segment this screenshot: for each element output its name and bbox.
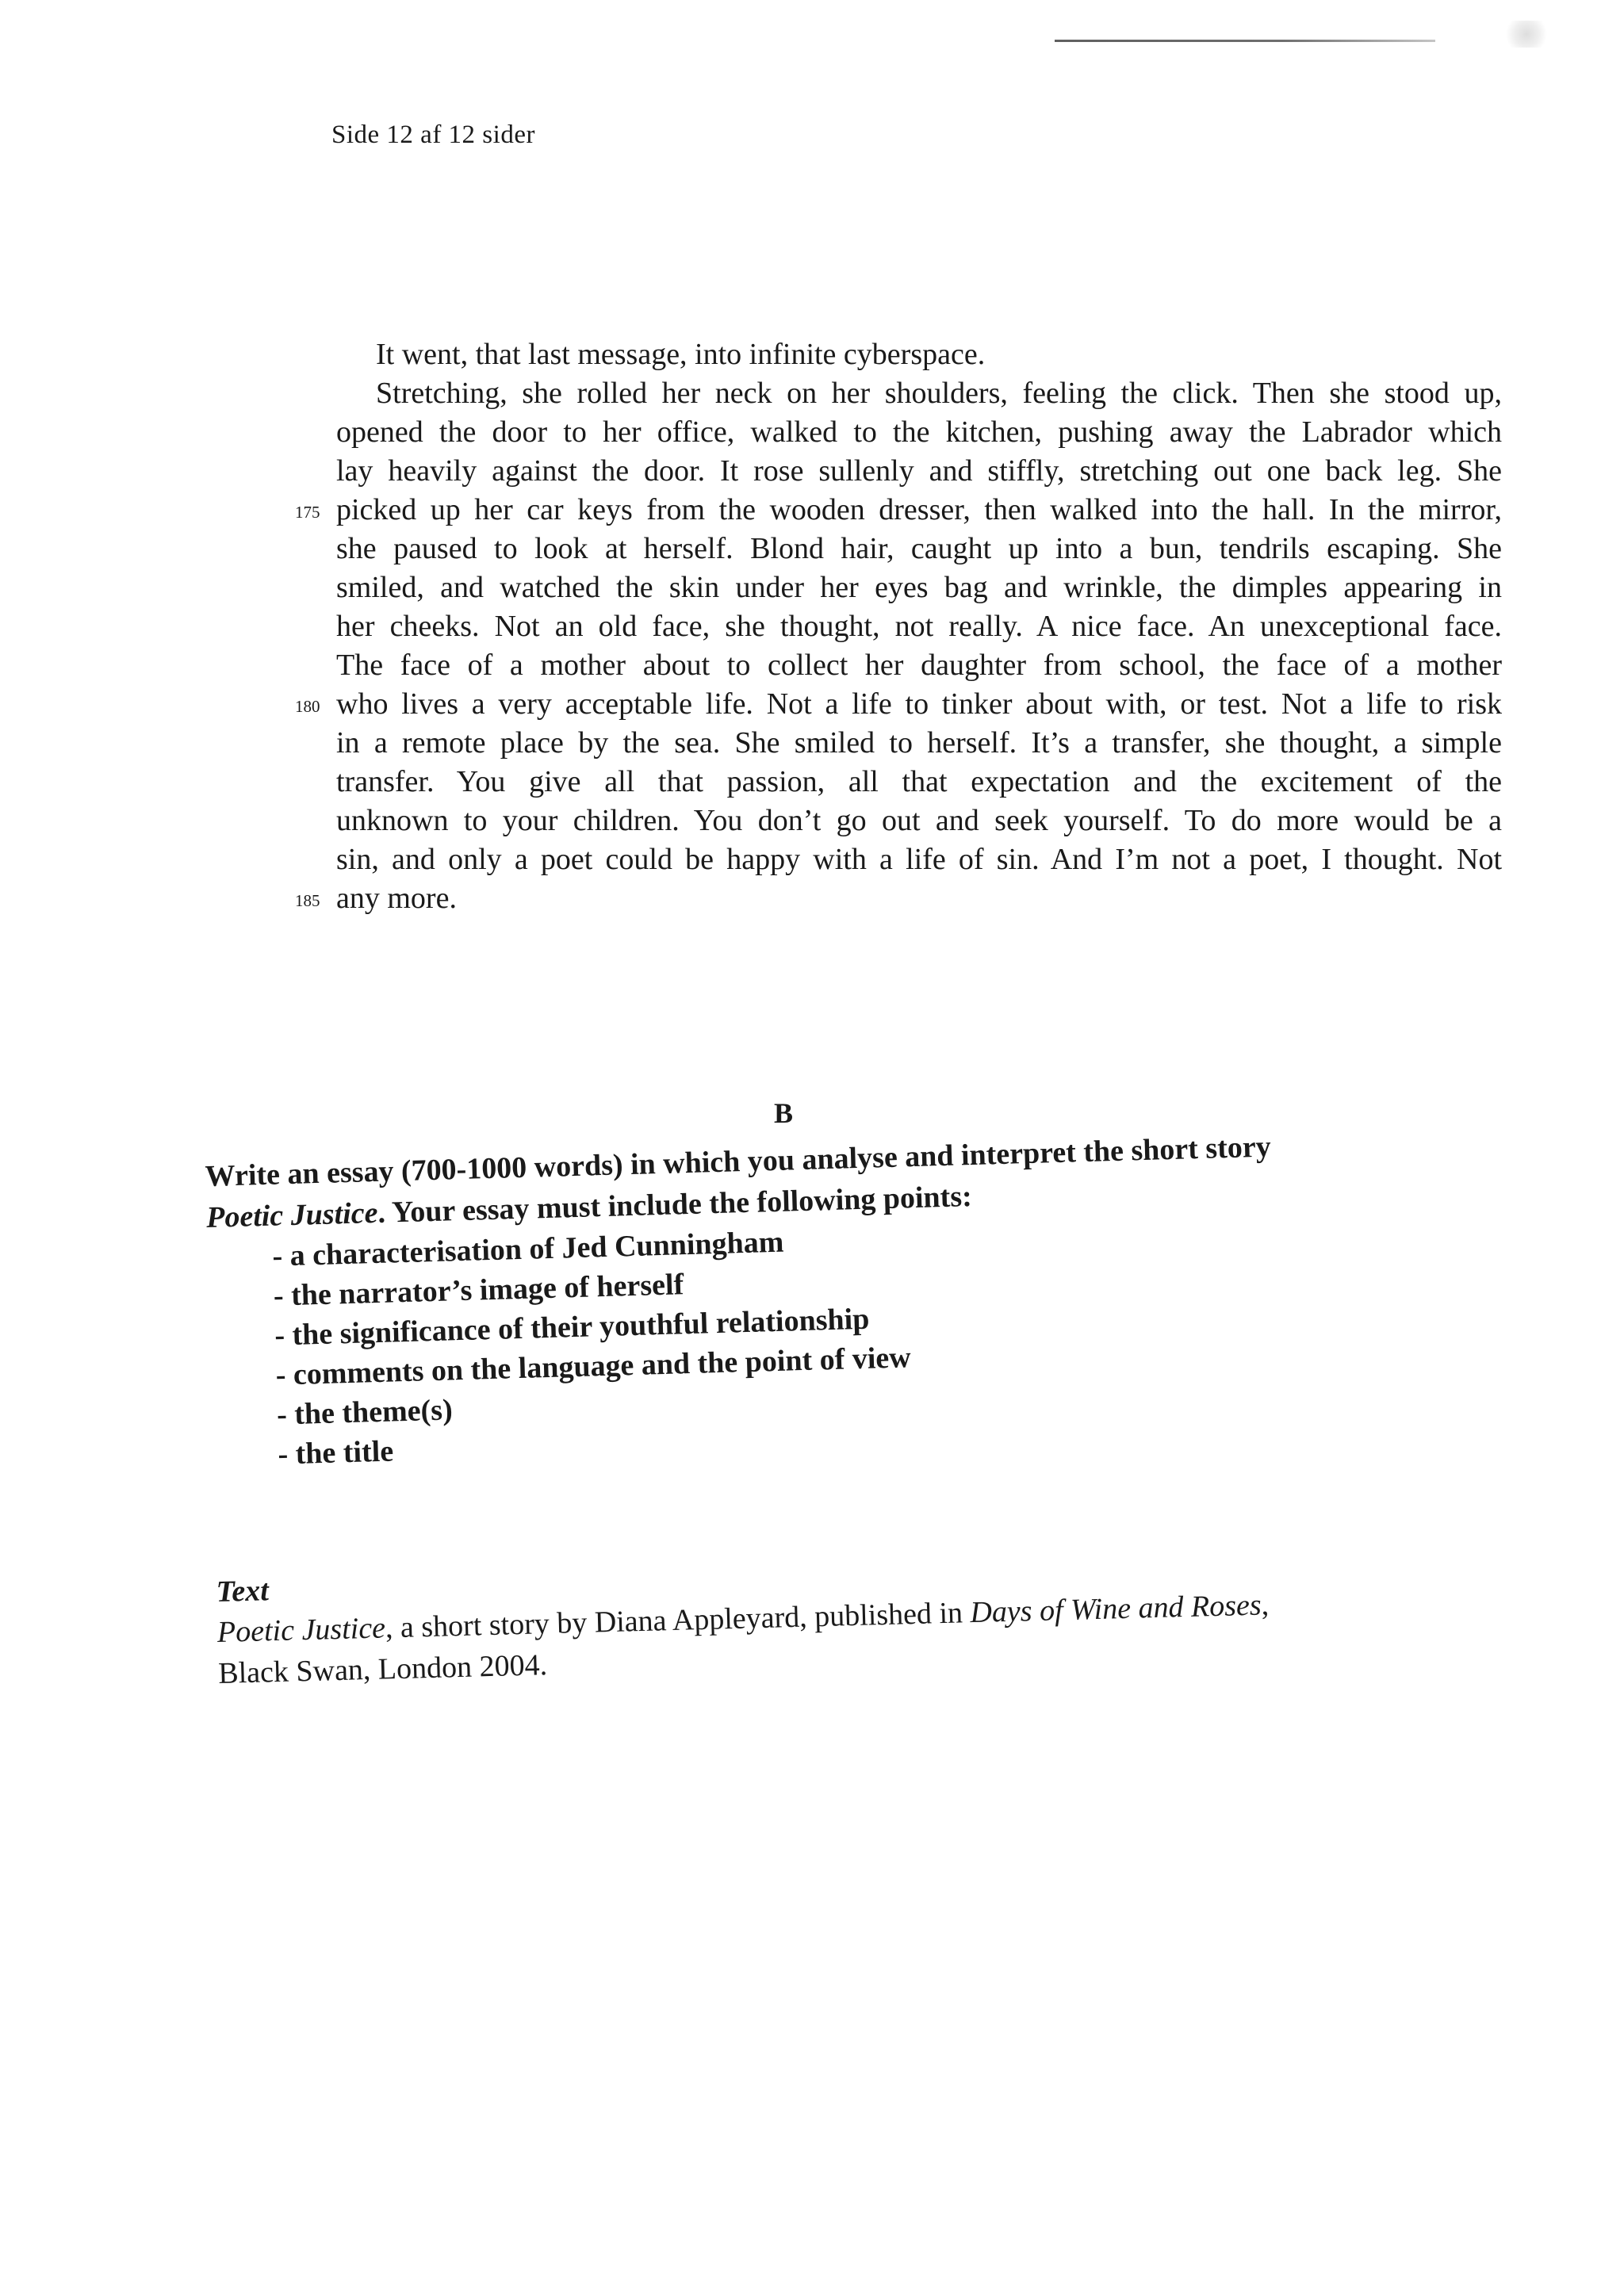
passage-line (336, 374, 1502, 413)
passage-line-text: her cheeks. Not an old face, she thought, not really. A nice face. An unexceptional face. (336, 610, 1502, 643)
task-point: - the theme(s) (276, 1393, 454, 1432)
passage-line-text: lay heavily against the door. It rose sullenly and stiffly, stretching out one back leg. She (336, 454, 1502, 488)
passage-line-text: opened the door to her office, walked to the kitchen, pushing away the Labrador which (336, 415, 1502, 449)
passage-line (336, 335, 1502, 374)
task-intro-line-1: Write an essay (700-1000 words) in which you analyse and interpret the short story (205, 1130, 1272, 1193)
passage-line (295, 879, 1502, 918)
page-number-label: Side 12 af 12 sider (331, 121, 535, 149)
source-book-title: Days of Wine and Roses (969, 1588, 1262, 1630)
source-reference (216, 1541, 1408, 1694)
task-point: - the significance of their youthful relationship (274, 1302, 870, 1353)
passage-line (336, 646, 1502, 685)
passage-line-text: she paused to look at herself. Blond hair, caught up into a bun, tendrils escaping. She (336, 532, 1502, 565)
passage-line-text: picked up her car keys from the wooden dresser, then walked into the hall. In the mirror, (336, 493, 1502, 526)
passage-line (336, 763, 1502, 802)
scan-artifact-line (1055, 40, 1435, 42)
task-point: - a characterisation of Jed Cunningham (271, 1225, 784, 1273)
line-number: 185 (295, 891, 320, 910)
passage-line-text: any more. (336, 882, 457, 915)
task-point: - the narrator’s image of herself (273, 1268, 684, 1313)
passage-line (336, 724, 1502, 763)
passage-line-text: sin, and only a poet could be happy with a life of sin. And I’m not a poet, I thought. Not (336, 843, 1502, 876)
line-number: 175 (295, 503, 320, 522)
passage-line (336, 607, 1502, 646)
passage-line-text: smiled, and watched the skin under her eyes bag and wrinkle, the dimples appearing in (336, 571, 1502, 604)
source-line-1-end: , (1261, 1588, 1270, 1622)
source-line-1-mid: , a short story by Diana Appleyard, published in (385, 1596, 971, 1645)
story-passage (295, 335, 1502, 918)
source-story-title: Poetic Justice (216, 1611, 386, 1649)
task-points-list (207, 1206, 1387, 1476)
passage-line (336, 530, 1502, 568)
passage-line-text: who lives a very acceptable life. Not a life to tinker about with, or test. Not a life to risk (336, 687, 1502, 721)
line-number: 180 (295, 697, 320, 716)
passage-line (295, 685, 1502, 724)
passage-line-text: unknown to your children. You don’t go out and seek yourself. To do more would be a (336, 804, 1502, 837)
passage-line (336, 840, 1502, 879)
task-point: - comments on the language and the point of view (275, 1341, 912, 1392)
passage-line (336, 802, 1502, 840)
section-letter: B (774, 1097, 794, 1129)
passage-line (336, 413, 1502, 452)
passage-line-text: transfer. You give all that passion, all that expectation and the excitement of the (336, 765, 1502, 798)
scan-artifact-speck (1503, 21, 1550, 48)
passage-line-text: in a remote place by the sea. She smiled to herself. It’s a transfer, she thought, a simple (336, 726, 1502, 760)
source-heading: Text (216, 1574, 270, 1609)
passage-line-text: It went, that last message, into infinite cyberspace. (376, 338, 986, 371)
essay-task (205, 1123, 1387, 1476)
passage-line (295, 491, 1502, 530)
passage-line (336, 452, 1502, 491)
source-line-2: Black Swan, London 2004. (217, 1648, 548, 1690)
task-story-title: Poetic Justice (205, 1196, 379, 1234)
passage-line-text: The face of a mother about to collect her daughter from school, the face of a mother (336, 649, 1502, 682)
task-point: - the title (277, 1434, 394, 1471)
passage-line-text: Stretching, she rolled her neck on her shoulders, feeling the click. Then she stood up, (376, 377, 1502, 410)
task-intro-rest: . Your essay must include the following points: (377, 1180, 973, 1230)
passage-line (336, 568, 1502, 607)
